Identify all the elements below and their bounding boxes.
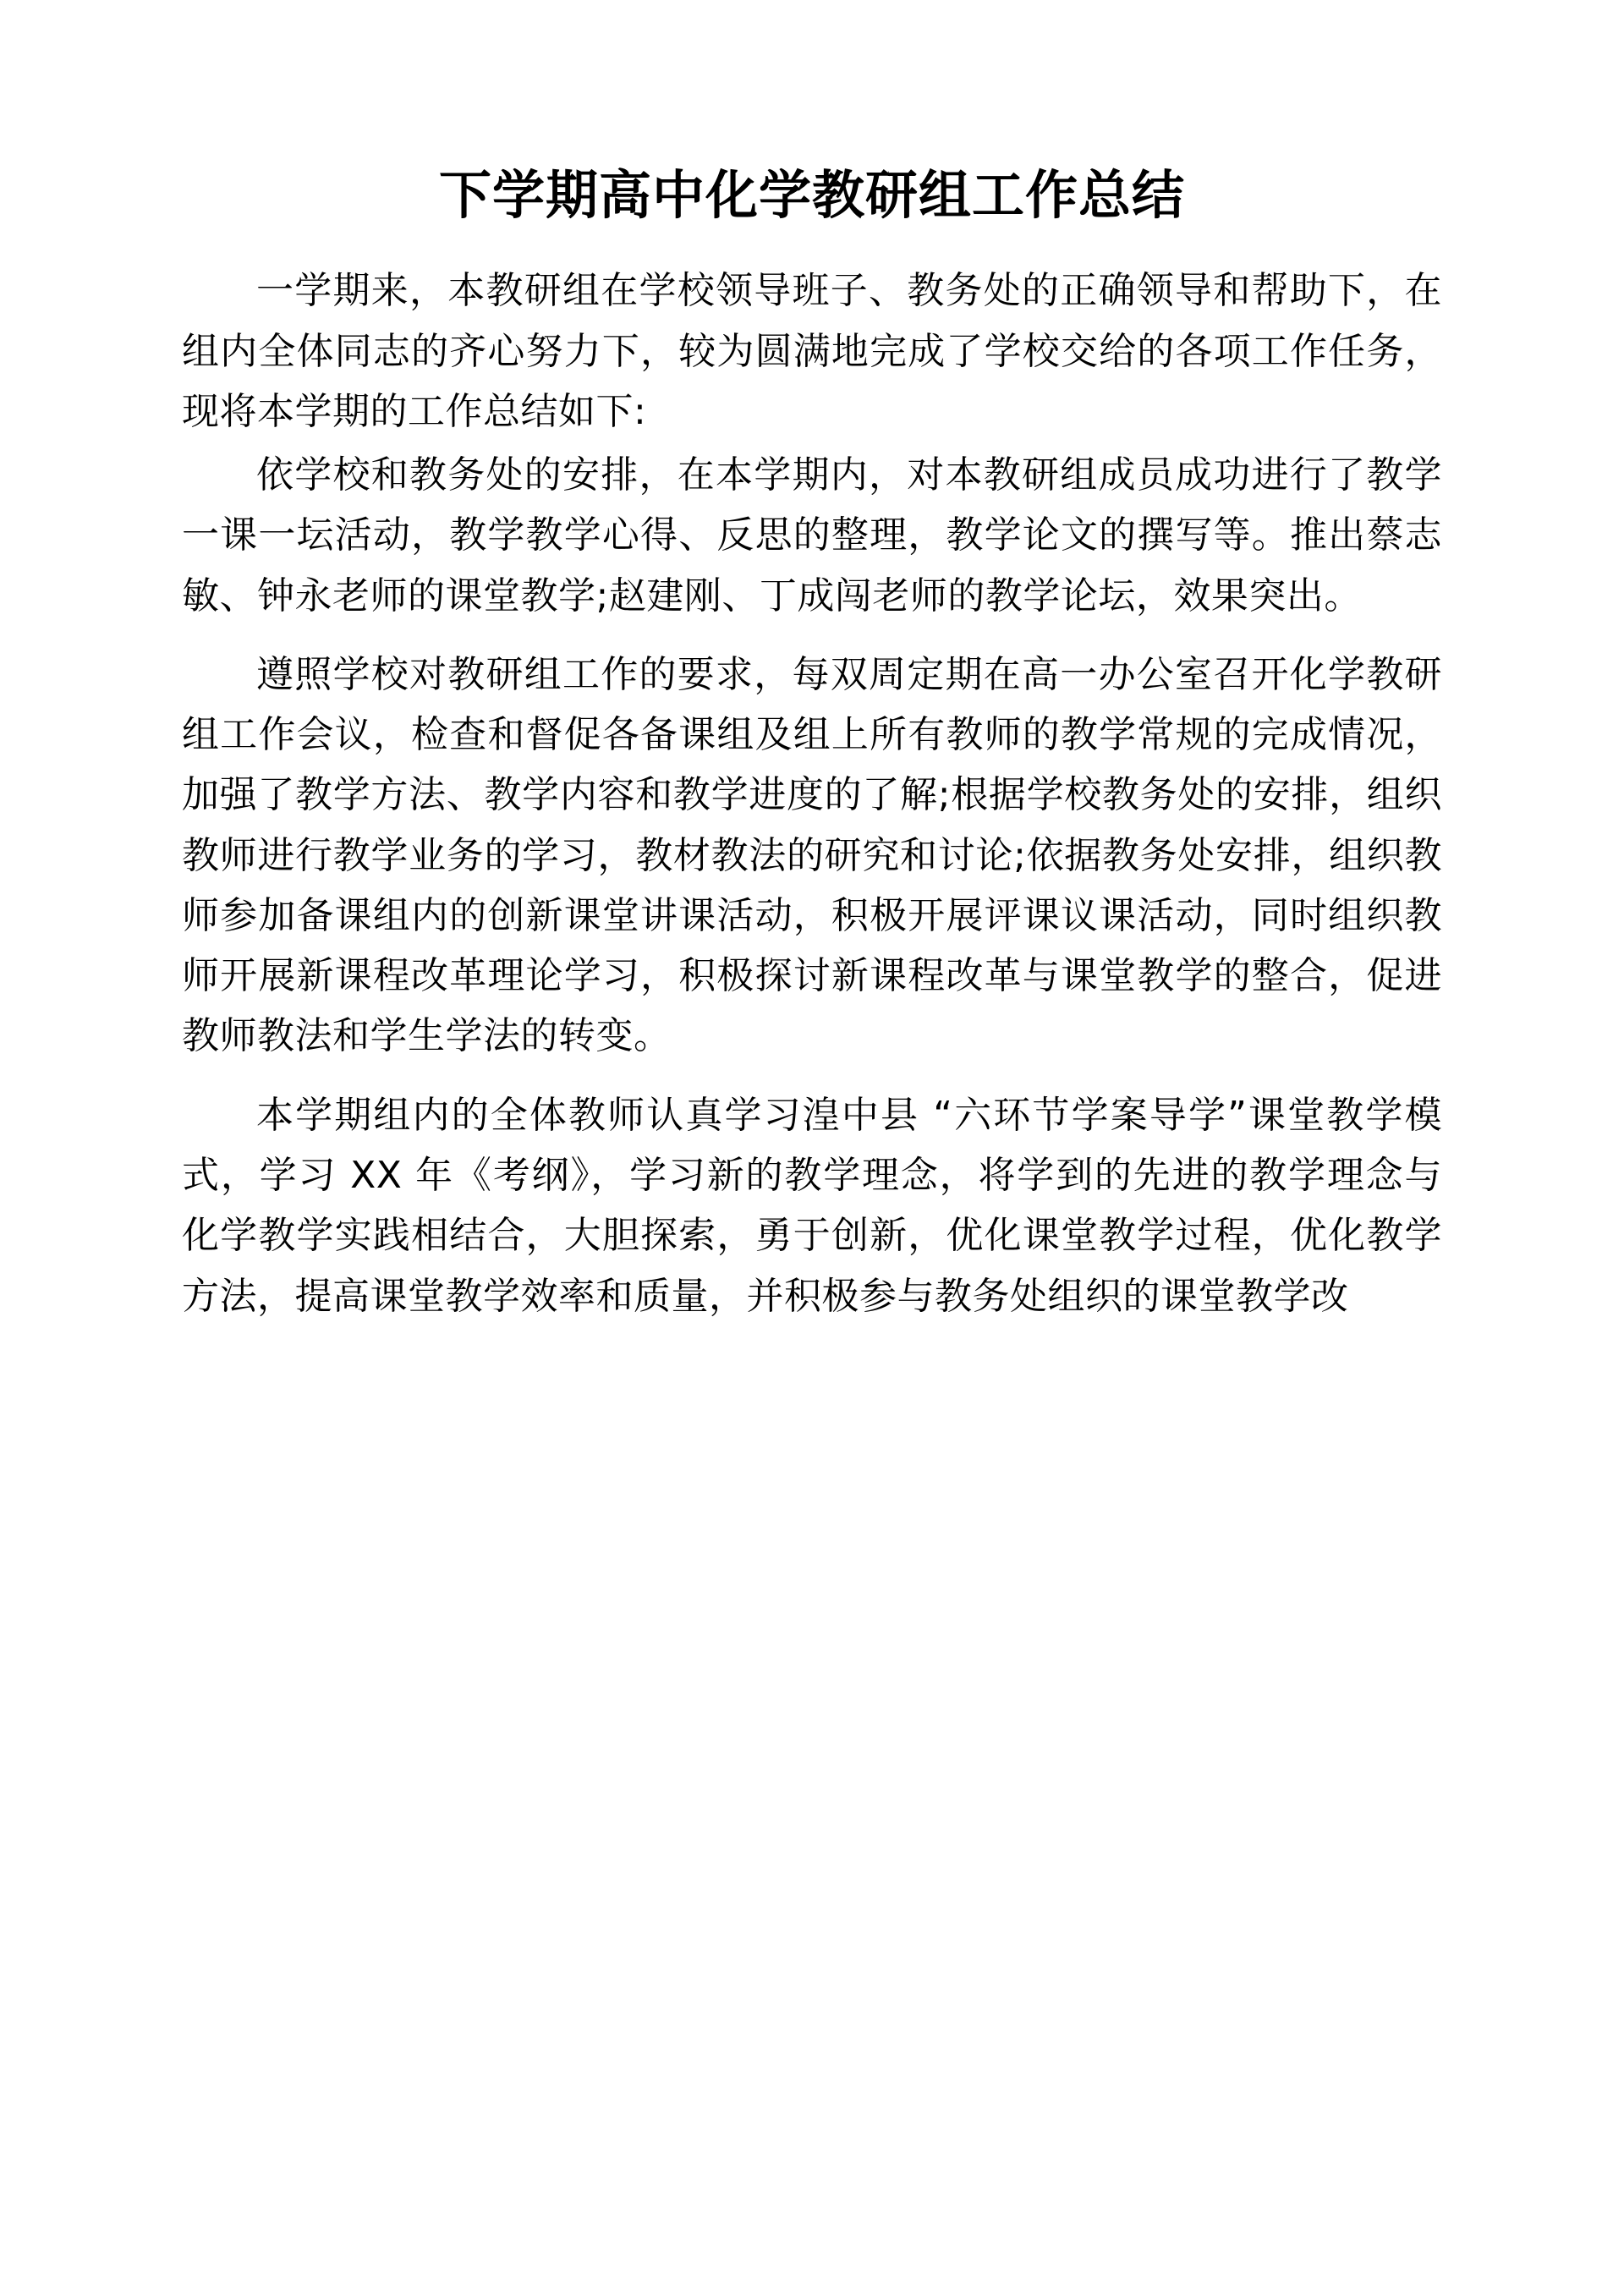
page-title: 下学期高中化学教研组工作总结 xyxy=(438,164,1185,226)
document-body xyxy=(182,261,1442,1326)
paragraph: 遵照学校对教研组工作的要求，每双周定期在高一办公室召开化学教研组工作会议，检查和督促各备课组及组上所有教师的教学常规的完成情况，加强了教学方法、教学内容和教学进度的了解;根据学校教务处的安排，组织教师进行教学业务的学习，教材教法的研究和讨论;依据教务处安排，组织教师参加备课组内的创新课堂讲课活动，积极开展评课议课活动，同时组织教师开展新课程改革理论学习，积极探讨新课程改革与课堂教学的整合，促进教师教法和学生学法的转变。 xyxy=(182,652,1442,1058)
paragraph: 一学期来，本教研组在学校领导班子、教务处的正确领导和帮助下，在组内全体同志的齐心努力下，较为圆满地完成了学校交给的各项工作任务，现将本学期的工作总结如下: xyxy=(182,269,1442,433)
paragraph: 依学校和教务处的安排，在本学期内，对本教研组成员成功进行了教学一课一坛活动，教学教学心得、反思的整理，教学论文的撰写等。推出蔡志敏、钟永老师的课堂教学;赵建刚、丁成闯老师的教学论坛，效果突出。 xyxy=(182,453,1442,617)
paragraph: 本学期组内的全体教师认真学习湟中县 “六环节学案导学”课堂教学模式，学习 XX 年《考纲》，学习新的教学理念，将学到的先进的教学理念与化学教学实践相结合，大胆探索，勇于创新，优化课堂教学过程，优化教学方法，提高课堂教学效率和质量，并积极参与教务处组织的课堂教学改 xyxy=(182,1093,1442,1318)
